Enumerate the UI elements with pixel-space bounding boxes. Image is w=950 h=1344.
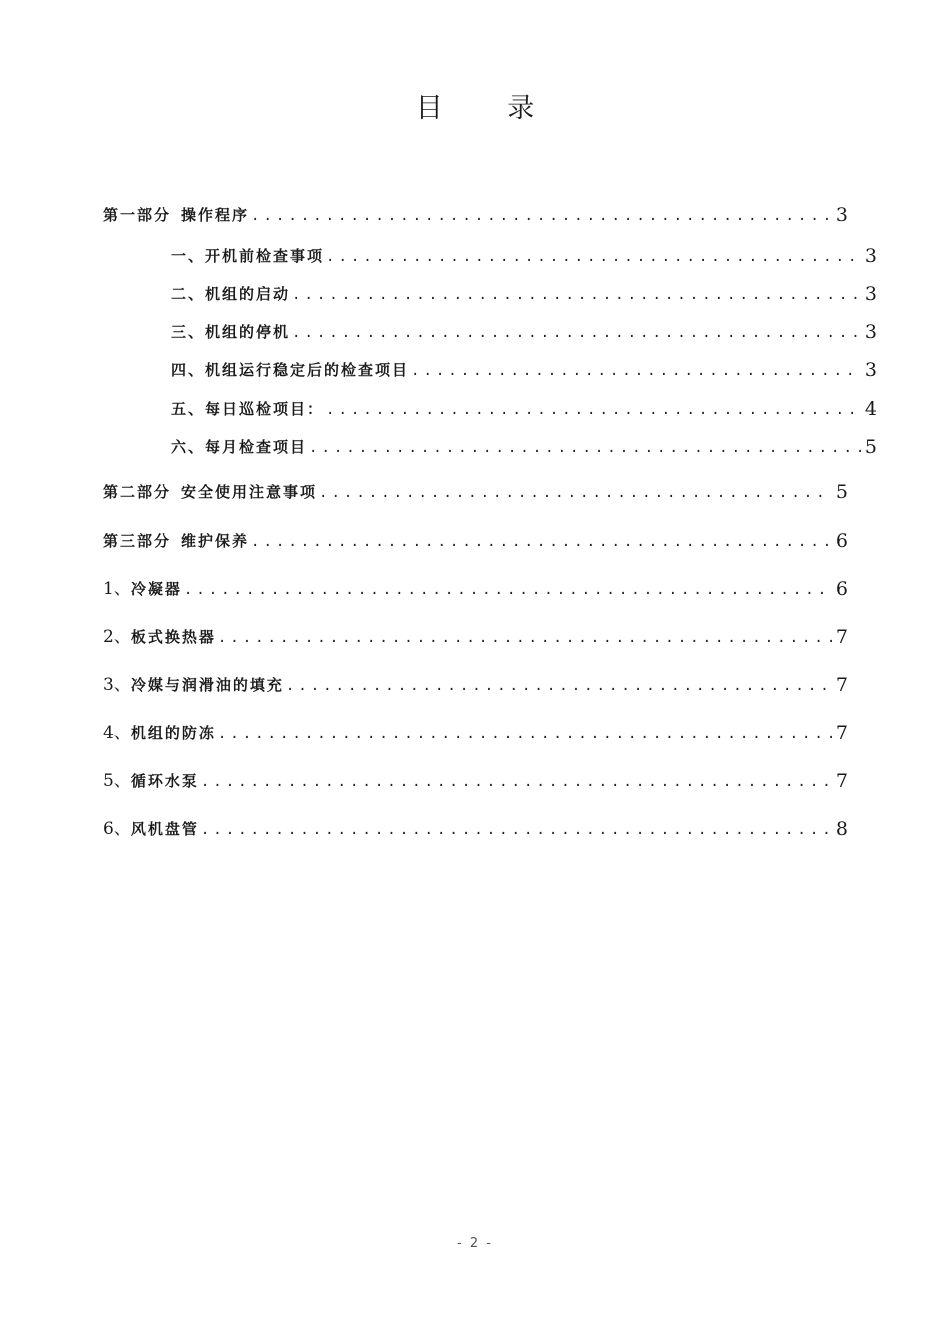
page-number: - 2 - bbox=[457, 1236, 493, 1251]
toc-dot-leader bbox=[184, 579, 832, 601]
toc-entry-label bbox=[103, 529, 249, 553]
toc-dot-leader bbox=[201, 819, 832, 841]
toc-entry-page: 6 bbox=[835, 530, 848, 552]
toc-entry-page: 3 bbox=[835, 204, 848, 226]
toc-entry-page: 7 bbox=[835, 770, 848, 792]
toc-entry-part-label: 第一部分 bbox=[103, 206, 172, 224]
toc-entry-label: 三、机组的停机 bbox=[171, 323, 291, 341]
page-title: 目 录 bbox=[415, 93, 563, 124]
toc-dot-leader bbox=[286, 675, 832, 697]
toc-entry-part-1[interactable] bbox=[103, 201, 848, 227]
toc-entry-part-label: 第三部分 bbox=[103, 532, 172, 550]
toc-dot-leader bbox=[326, 246, 861, 268]
toc-entry-page: 6 bbox=[835, 578, 848, 600]
toc-entry-label: 冷媒与润滑油的填充 bbox=[130, 676, 284, 694]
toc-entry-part-title: 操作程序 bbox=[181, 206, 250, 224]
toc-dot-leader bbox=[326, 399, 861, 421]
toc-dot-leader bbox=[251, 531, 832, 553]
toc-entry-page: 4 bbox=[864, 398, 877, 420]
toc-entry-label: 冷凝器 bbox=[130, 580, 182, 598]
toc-dot-leader bbox=[251, 205, 832, 227]
toc-entry-label: 四、机组运行稳定后的检查项目 bbox=[171, 361, 410, 379]
toc-dot-leader bbox=[292, 284, 861, 306]
toc-entry-prefix: 5、 bbox=[103, 771, 131, 791]
toc-entry-prefix: 1、 bbox=[103, 579, 131, 599]
toc-entry-1-3[interactable] bbox=[171, 318, 877, 344]
toc-entry-3-3[interactable] bbox=[103, 671, 848, 697]
toc-entry-page: 7 bbox=[835, 722, 848, 744]
toc-entry-3-1[interactable] bbox=[103, 575, 848, 601]
toc-entry-part-2[interactable] bbox=[103, 478, 848, 504]
toc-entry-prefix: 3、 bbox=[103, 675, 131, 695]
toc-entry-label: 风机盘管 bbox=[130, 820, 199, 838]
toc-entry-page: 5 bbox=[864, 436, 877, 458]
toc-entry-page: 3 bbox=[864, 245, 877, 267]
toc-entry-prefix: 2、 bbox=[103, 627, 131, 647]
toc-entry-label bbox=[103, 203, 249, 227]
toc-entry-page: 7 bbox=[835, 626, 848, 648]
toc-entry-part-label: 第二部分 bbox=[103, 483, 172, 501]
toc-entry-page: 3 bbox=[864, 283, 877, 305]
toc-entry-1-5[interactable] bbox=[171, 395, 877, 421]
toc-entry-label: 循环水泵 bbox=[130, 772, 199, 790]
toc-entry-1-4[interactable] bbox=[171, 356, 877, 382]
toc-entry-3-6[interactable] bbox=[103, 815, 848, 841]
toc-dot-leader bbox=[218, 723, 832, 745]
toc-entry-prefix: 4、 bbox=[103, 723, 131, 743]
toc-entry-page: 3 bbox=[864, 359, 877, 381]
toc-dot-leader bbox=[218, 627, 832, 649]
toc-dot-leader bbox=[292, 322, 861, 344]
toc-dot-leader bbox=[319, 482, 832, 504]
toc-entry-prefix: 6、 bbox=[103, 819, 131, 839]
toc-entry-3-5[interactable] bbox=[103, 767, 848, 793]
toc-entry-page: 5 bbox=[835, 481, 848, 503]
toc-entry-part-3[interactable] bbox=[103, 527, 848, 553]
toc-entry-label bbox=[103, 480, 317, 504]
toc-dot-leader bbox=[309, 437, 861, 459]
toc-entry-1-1[interactable] bbox=[171, 242, 877, 268]
toc-entry-label: 一、开机前检查事项 bbox=[171, 247, 325, 265]
toc-entry-3-2[interactable] bbox=[103, 623, 848, 649]
toc-entry-part-title: 安全使用注意事项 bbox=[181, 483, 318, 501]
toc-entry-label: 板式换热器 bbox=[130, 628, 216, 646]
toc-entry-page: 7 bbox=[835, 674, 848, 696]
toc-dot-leader bbox=[201, 771, 832, 793]
toc-dot-leader bbox=[411, 360, 861, 382]
toc-entry-page: 3 bbox=[864, 321, 877, 343]
toc-entry-label: 六、每月检查项目 bbox=[171, 438, 308, 456]
toc-entry-label: 五、每日巡检项目： bbox=[171, 400, 325, 418]
toc-entry-part-title: 维护保养 bbox=[181, 532, 250, 550]
toc-entry-3-4[interactable] bbox=[103, 719, 848, 745]
toc-entry-label: 机组的防冻 bbox=[130, 724, 216, 742]
toc-entry-page: 8 bbox=[835, 818, 848, 840]
toc-entry-1-2[interactable] bbox=[171, 280, 877, 306]
toc-entry-1-6[interactable] bbox=[171, 433, 877, 459]
toc-entry-label: 二、机组的启动 bbox=[171, 285, 291, 303]
